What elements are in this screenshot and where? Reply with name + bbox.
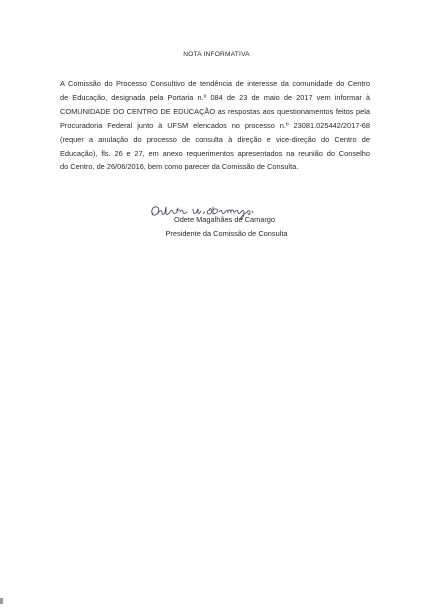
- paragraph-line: (requer a anulação do processo de consulta à direção e vice-direção do Centro de: [60, 134, 370, 144]
- paragraph-line: do Centro, de 26/06/2016, bem como parecer da Comissão de Consulta.: [60, 162, 299, 172]
- paragraph-line: Educação), fls. 26 e 27, em anexo requerimentos apresentados na reunião do Conselho: [60, 148, 370, 158]
- paragraph-line: COMUNIDADE DO CENTRO DE EDUCAÇÃO as respostas aos questionamentos feitos pela: [60, 106, 370, 116]
- scan-edge-mark: [0, 598, 3, 604]
- paragraph-line: A Comissão do Processo Consultivo de tendência de interesse da comunidade do Centro: [60, 79, 370, 88]
- document-paragraph: [60, 77, 370, 174]
- signer-role: Presidente da Comissão de Consulta: [165, 229, 288, 238]
- paragraph-line: Procuradoria Federal junto à UFSM elencados no processo n.º 23081.025442/2017-68: [60, 120, 370, 130]
- document-title: NOTA INFORMATIVA: [183, 51, 250, 58]
- signer-name: Odete Magalhães de Camargo: [173, 215, 276, 224]
- paragraph-line: de Educação, designada pela Portaria n.º 084 de 23 de maio de 2017 vem informar à: [60, 92, 370, 102]
